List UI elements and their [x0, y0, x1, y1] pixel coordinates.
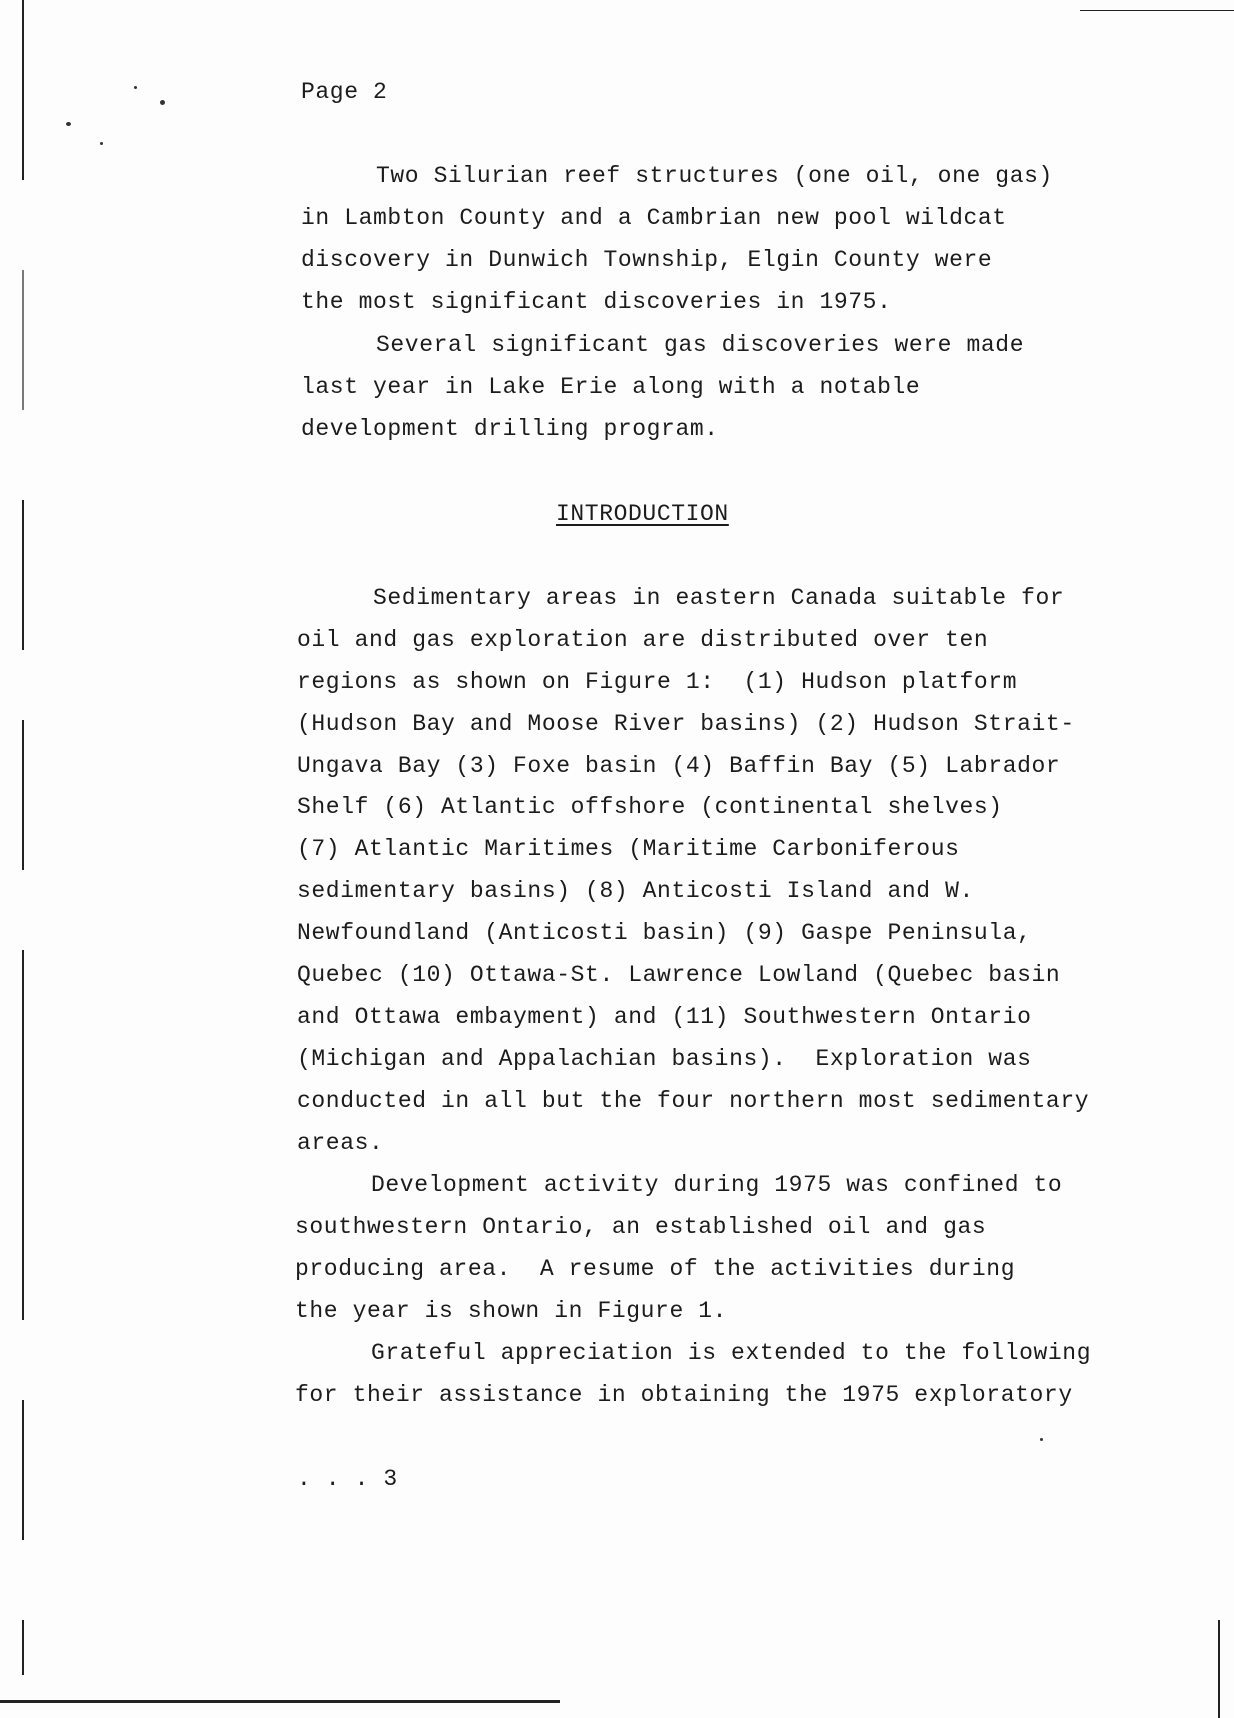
- paragraph-line: Development activity during 1975 was confined to: [371, 1172, 1063, 1198]
- paragraph-line: Ungava Bay (3) Foxe basin (4) Baffin Bay (5) Labrador: [297, 753, 1061, 779]
- scan-speck: [134, 86, 137, 89]
- scan-edge-left-7: [22, 1620, 24, 1675]
- paragraph-line: (7) Atlantic Maritimes (Maritime Carboniferous: [297, 836, 960, 862]
- paragraph-line: producing area. A resume of the activities during: [295, 1256, 1016, 1282]
- scan-speck: [160, 100, 165, 105]
- paragraph-line: oil and gas exploration are distributed over ten: [297, 627, 989, 653]
- scan-edge-top-right: [1080, 10, 1234, 11]
- scan-edge-left-2: [22, 270, 24, 410]
- scan-speck: [1040, 1438, 1043, 1441]
- scan-edge-left-5: [22, 950, 24, 1320]
- paragraph-line: (Michigan and Appalachian basins). Exploration was: [297, 1046, 1032, 1072]
- section-heading: INTRODUCTION: [556, 501, 729, 527]
- paragraph-line: Several significant gas discoveries were made: [376, 332, 1025, 358]
- paragraph-line: Newfoundland (Anticosti basin) (9) Gaspe Peninsula,: [297, 920, 1032, 946]
- scan-edge-bottom: [0, 1700, 560, 1703]
- scan-speck: [66, 122, 71, 126]
- paragraph-line: areas.: [297, 1130, 384, 1156]
- paragraph-line: the most significant discoveries in 1975.: [301, 289, 892, 315]
- paragraph-line: regions as shown on Figure 1: (1) Hudson platform: [297, 669, 1018, 695]
- paragraph-line: last year in Lake Erie along with a notable: [301, 374, 921, 400]
- paragraph-line: discovery in Dunwich Township, Elgin County were: [301, 247, 993, 273]
- paragraph-line: conducted in all but the four northern most sedimentary: [297, 1088, 1090, 1114]
- paragraph-line: for their assistance in obtaining the 1975 exploratory: [295, 1382, 1073, 1408]
- paragraph-line: development drilling program.: [301, 416, 719, 442]
- paragraph-line: Sedimentary areas in eastern Canada suitable for: [373, 585, 1065, 611]
- paragraph-line: Two Silurian reef structures (one oil, one gas): [376, 163, 1053, 189]
- paragraph-line: (Hudson Bay and Moose River basins) (2) Hudson Strait-: [297, 711, 1075, 737]
- paragraph-line: Quebec (10) Ottawa-St. Lawrence Lowland (Quebec basin: [297, 962, 1061, 988]
- paragraph-line: Shelf (6) Atlantic offshore (continental shelves): [297, 794, 1003, 820]
- scan-edge-left-1: [22, 0, 24, 180]
- scan-edge-right-bottom: [1218, 1620, 1220, 1718]
- scan-edge-left-3: [22, 500, 24, 650]
- paragraph-line: Grateful appreciation is extended to the following: [371, 1340, 1092, 1366]
- paragraph-line: sedimentary basins) (8) Anticosti Island and W.: [297, 878, 974, 904]
- page-number-header: Page 2: [301, 79, 388, 105]
- paragraph-line: southwestern Ontario, an established oil and gas: [295, 1214, 987, 1240]
- scan-edge-left-6: [22, 1400, 24, 1540]
- continuation-marker: . . . 3: [297, 1466, 398, 1492]
- paragraph-line: the year is shown in Figure 1.: [295, 1298, 728, 1324]
- paragraph-line: in Lambton County and a Cambrian new pool wildcat: [301, 205, 1007, 231]
- scan-edge-left-4: [22, 720, 24, 870]
- paragraph-line: and Ottawa embayment) and (11) Southwestern Ontario: [297, 1004, 1032, 1030]
- scan-speck: [100, 142, 103, 145]
